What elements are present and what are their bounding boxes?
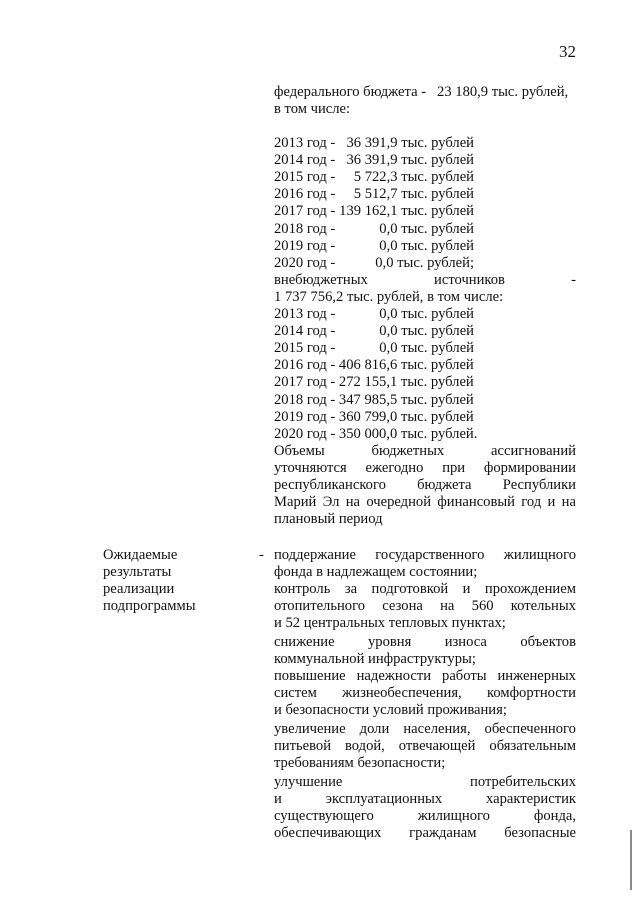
year-amount: 5 722,3 тыс. рублей bbox=[353, 169, 474, 186]
result-line-17 bbox=[274, 825, 576, 842]
word: и bbox=[274, 791, 282, 807]
year-label: 2017 год - bbox=[274, 203, 336, 220]
word: республиканского bbox=[274, 477, 386, 493]
word: на bbox=[345, 494, 361, 510]
note-line-3 bbox=[274, 477, 576, 494]
year-amount: 0,0 тыс. рублей bbox=[379, 237, 474, 254]
extrabudget-year-row bbox=[274, 323, 474, 340]
year-label: 2015 год - bbox=[274, 340, 336, 357]
extrabudget-year-row: 2016 год - 406 816,6 тыс. рублей bbox=[274, 357, 474, 374]
result-line-10: и безопасности условий проживания; bbox=[274, 702, 507, 718]
year-amount: 0,0 тыс. рублей; bbox=[375, 254, 474, 271]
page-number: 32 bbox=[559, 42, 576, 61]
year-label: 2013 год - bbox=[274, 135, 336, 151]
federal-year-row bbox=[274, 203, 474, 220]
year-label: 2014 год - bbox=[274, 323, 336, 340]
word: отопительного bbox=[274, 598, 366, 614]
word: на bbox=[561, 494, 576, 510]
result-line-1 bbox=[274, 547, 576, 564]
word: гражданам bbox=[409, 825, 477, 841]
word: работы bbox=[442, 668, 487, 684]
result-line-9 bbox=[274, 685, 576, 702]
word: на bbox=[440, 598, 455, 614]
year-amount: 139 162,1 тыс. рублей bbox=[339, 203, 474, 220]
year-label: 2018 год - bbox=[274, 220, 336, 237]
extrabudget-year-row: 2017 год - 272 155,1 тыс. рублей bbox=[274, 374, 474, 391]
result-line-15 bbox=[274, 791, 576, 808]
result-line-4 bbox=[274, 598, 576, 615]
word: подготовкой bbox=[371, 581, 449, 597]
word: обязательным bbox=[489, 738, 576, 754]
word: жилищного bbox=[503, 547, 576, 563]
word: систем bbox=[274, 685, 317, 701]
note-line-4 bbox=[274, 494, 576, 511]
in-that-number: в том числе: bbox=[274, 101, 351, 117]
word: и bbox=[462, 581, 471, 597]
extrabudget-line bbox=[274, 272, 576, 289]
word: жилищного bbox=[417, 808, 490, 824]
word: сезона bbox=[382, 598, 423, 614]
word: ассигнований bbox=[491, 443, 576, 459]
note-line-1 bbox=[274, 443, 576, 460]
year-label: 2016 год - bbox=[274, 186, 336, 203]
result-line-14 bbox=[274, 774, 576, 791]
result-line-5: и 52 центральных тепловых пунктах; bbox=[274, 615, 506, 631]
federal-year-row bbox=[274, 238, 474, 255]
extrabudget-year-row bbox=[274, 306, 474, 323]
year-amount: 0,0 тыс. рублей bbox=[379, 306, 474, 322]
extrabudget-total: 1 737 756,2 тыс. рублей, в том числе: bbox=[274, 289, 504, 305]
word: увеличение bbox=[274, 721, 346, 737]
extrabudget-year-row: 2019 год - 360 799,0 тыс. рублей bbox=[274, 408, 474, 425]
word: объектов bbox=[520, 634, 576, 650]
year-label: 2015 год - bbox=[274, 169, 336, 186]
result-line-12 bbox=[274, 738, 576, 755]
results-label-1: Ожидаемые bbox=[103, 547, 178, 563]
word: формировании bbox=[483, 460, 576, 476]
extrabudget-word-2: источников bbox=[434, 272, 505, 288]
result-line-2: фонда в надлежащем состоянии; bbox=[274, 564, 478, 580]
word: водой, bbox=[344, 738, 385, 754]
word: износа bbox=[444, 634, 487, 650]
word: комфортности bbox=[487, 685, 576, 701]
result-line-7: коммунальной инфраструктуры; bbox=[274, 651, 476, 667]
extrabudget-year-row: 2018 год - 347 985,5 тыс. рублей bbox=[274, 391, 474, 408]
federal-year-row bbox=[274, 255, 474, 272]
word: ежегодно bbox=[365, 460, 424, 476]
result-line-11 bbox=[274, 721, 576, 738]
result-line-13: требованиям безопасности; bbox=[274, 755, 446, 771]
word: бюджетных bbox=[371, 443, 445, 459]
word: фонда, bbox=[533, 808, 576, 824]
word: повышение bbox=[274, 668, 346, 684]
federal-year-row bbox=[274, 221, 474, 238]
word: 560 bbox=[471, 598, 494, 614]
note-line-2 bbox=[274, 460, 576, 477]
federal-year-row bbox=[274, 186, 474, 203]
note-line-5: плановый период bbox=[274, 511, 383, 527]
word: котельных bbox=[510, 598, 576, 614]
word: уточняются bbox=[274, 460, 347, 476]
extrabudget-year-row bbox=[274, 340, 474, 357]
federal-year-row bbox=[274, 169, 474, 186]
word: доли bbox=[359, 721, 390, 737]
results-label-4: подпрограммы bbox=[103, 598, 196, 614]
year-amount: 5 512,7 тыс. рублей bbox=[353, 186, 474, 203]
word: финансовый bbox=[437, 494, 515, 510]
word: потребительских bbox=[470, 774, 576, 790]
word: Эл bbox=[322, 494, 340, 510]
results-label-3: реализации bbox=[103, 581, 175, 597]
word: отвечающей bbox=[398, 738, 476, 754]
word: Объемы bbox=[274, 443, 325, 459]
word: безопасные bbox=[504, 825, 576, 841]
result-line-6 bbox=[274, 634, 576, 651]
word: улучшение bbox=[274, 774, 343, 790]
word: населения, bbox=[403, 721, 471, 737]
year-label: 2020 год - bbox=[274, 254, 336, 271]
word: питьевой bbox=[274, 738, 332, 754]
year-amount: 0,0 тыс. рублей bbox=[379, 220, 474, 237]
word: прохождением bbox=[484, 581, 576, 597]
federal-year-row bbox=[274, 135, 474, 152]
word: обеспеченного bbox=[484, 721, 576, 737]
federal-year-row bbox=[274, 152, 474, 169]
year-amount: 0,0 тыс. рублей bbox=[379, 340, 474, 357]
word: инженерных bbox=[497, 668, 576, 684]
word: государственного bbox=[375, 547, 485, 563]
word: снижение bbox=[274, 634, 335, 650]
word: контроль bbox=[274, 581, 331, 597]
result-line-8 bbox=[274, 668, 576, 685]
word: бюджета bbox=[417, 477, 472, 493]
word: эксплуатационных bbox=[325, 791, 443, 807]
result-line-3 bbox=[274, 581, 576, 598]
scan-edge-mark bbox=[630, 830, 632, 890]
word: уровня bbox=[368, 634, 412, 650]
word: и bbox=[547, 494, 556, 510]
word: Республики bbox=[502, 477, 576, 493]
year-amount: 36 391,9 тыс. рублей bbox=[346, 152, 474, 169]
year-label: 2014 год - bbox=[274, 152, 336, 169]
year-label: 2013 год - bbox=[274, 306, 336, 322]
word: за bbox=[344, 581, 358, 597]
word: очередной bbox=[366, 494, 432, 510]
word: Марий bbox=[274, 494, 317, 510]
word: поддержание bbox=[274, 547, 356, 563]
result-line-16 bbox=[274, 808, 576, 825]
extrabudget-word-1: внебюджетных bbox=[274, 272, 368, 288]
results-label-2: результаты bbox=[103, 564, 172, 580]
year-label: 2019 год - bbox=[274, 237, 336, 254]
results-dash: - bbox=[259, 547, 264, 563]
word: обеспечивающих bbox=[274, 825, 382, 841]
year-amount: 36 391,9 тыс. рублей bbox=[346, 135, 474, 151]
year-amount: 0,0 тыс. рублей bbox=[379, 323, 474, 340]
word: год bbox=[521, 494, 542, 510]
word: при bbox=[442, 460, 466, 476]
word: характеристик bbox=[486, 791, 576, 807]
word: жизнеобеспечения, bbox=[342, 685, 462, 701]
word: существующего bbox=[274, 808, 374, 824]
federal-budget-line: федерального бюджета - 23 180,9 тыс. рублей, bbox=[274, 84, 569, 100]
extrabudget-word-3: - bbox=[571, 272, 576, 288]
extrabudget-year-row: 2020 год - 350 000,0 тыс. рублей. bbox=[274, 425, 478, 442]
word: надежности bbox=[356, 668, 432, 684]
